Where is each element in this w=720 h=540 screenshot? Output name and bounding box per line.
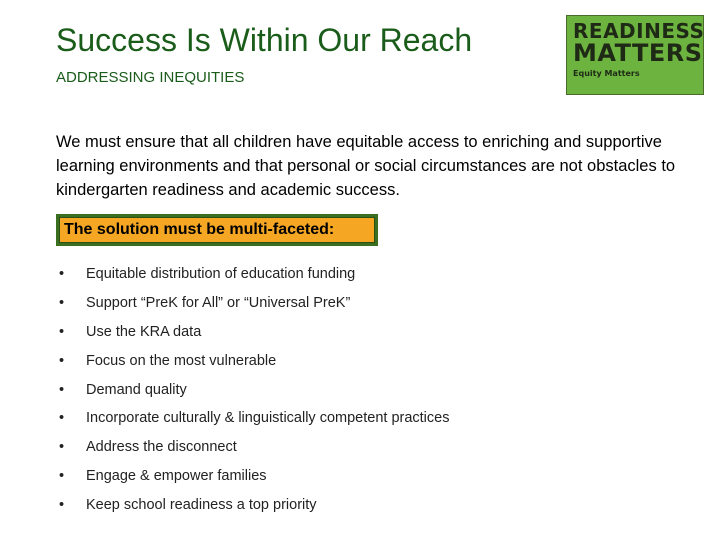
bullet-dot: • [59, 410, 65, 427]
readiness-matters-logo [566, 15, 704, 95]
list-item-text: Incorporate culturally & linguistically competent practices [86, 410, 450, 427]
bullet-list [56, 266, 449, 526]
logo-line-matters: MATTERS [573, 39, 703, 67]
list-item-text: Use the KRA data [86, 323, 202, 340]
list-item [56, 295, 449, 324]
list-item-text: Engage & empower families [86, 468, 267, 485]
bullet-dot: • [59, 266, 65, 282]
list-item [56, 266, 449, 295]
bullet-dot: • [59, 352, 65, 369]
list-item [56, 410, 449, 439]
intro-paragraph: We must ensure that all children have equitable access to enriching and supportive learning environments and that personal or social circumstances are not obstacles to kindergarten readiness and academic success. [56, 133, 676, 199]
list-item [56, 439, 449, 468]
list-item-text: Keep school readiness a top priority [86, 497, 317, 514]
list-item-text: Focus on the most vulnerable [86, 352, 277, 369]
solution-callout [56, 214, 378, 246]
list-item-text: Address the disconnect [86, 439, 237, 456]
slide-title: Success Is Within Our Reach [56, 22, 473, 58]
bullet-dot: • [59, 323, 65, 340]
list-item [56, 353, 449, 382]
list-item-text: Equitable distribution of education funding [86, 266, 356, 282]
bullet-dot: • [59, 497, 65, 514]
list-item [56, 324, 449, 353]
list-item-text: Demand quality [86, 381, 187, 398]
logo-line-readiness: READINESS [573, 19, 705, 43]
logo-tagline: Equity Matters [573, 69, 640, 78]
list-item [56, 497, 449, 526]
list-item [56, 382, 449, 411]
bullet-dot: • [59, 468, 65, 485]
list-item-text: Support “PreK for All” or “Universal PreK” [86, 294, 351, 311]
bullet-dot: • [59, 294, 65, 311]
solution-callout-label: The solution must be multi-faceted: [59, 217, 375, 243]
bullet-dot: • [59, 381, 65, 398]
bullet-dot: • [59, 439, 65, 456]
list-item [56, 468, 449, 497]
slide-subtitle: ADDRESSING INEQUITIES [56, 69, 245, 86]
